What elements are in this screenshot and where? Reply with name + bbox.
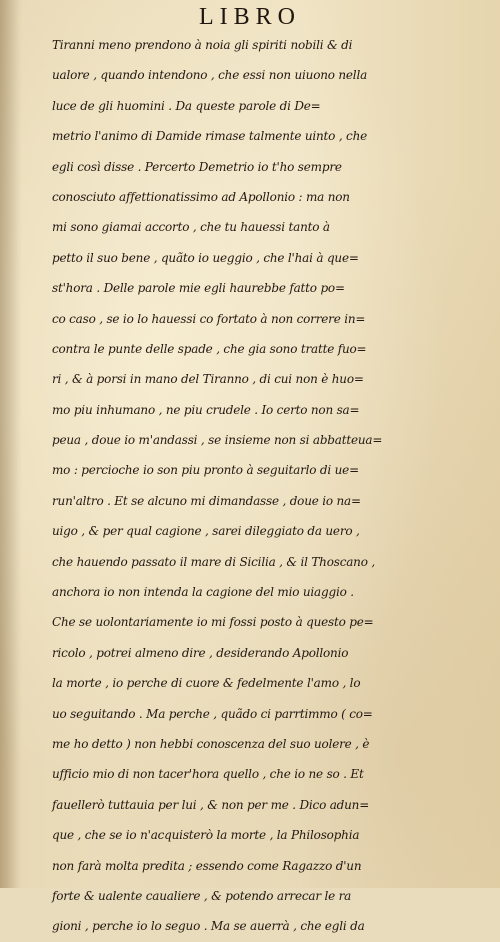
text-line: co caso , se io lo hauessi co fortato à non correre in= xyxy=(52,311,366,326)
running-head: LIBRO xyxy=(199,4,301,30)
text-line: run'altro . Et se alcuno mi dimandasse , doue io na= xyxy=(52,493,361,508)
text-line: ricolo , potrei almeno dire , desiderando Apollonio xyxy=(52,645,349,660)
text-line: conosciuto affettionatissimo ad Apollonio : ma non xyxy=(52,189,350,204)
text-line: la morte , io perche di cuore & fedelmente l'amo , lo xyxy=(52,676,361,691)
text-line: me ho detto ) non hebbi conoscenza del suo uolere , è xyxy=(52,736,370,751)
text-line: que , che se io n'acquisterò la morte , la Philosophia xyxy=(52,828,360,843)
text-line: ufficio mio di non tacer'hora quello , che io ne so . Et xyxy=(52,767,364,782)
text-line: che hauendo passato il mare di Sicilia , & il Thoscano , xyxy=(52,554,375,569)
body-text xyxy=(52,30,462,942)
text-line: fauellerò tuttauia per lui , & non per me . Dico adun= xyxy=(52,797,370,812)
text-line: petto il suo bene , quãto io ueggio , che l'hai à que= xyxy=(52,250,359,265)
text-line: gioni , perche io lo seguo . Ma se auerrà , che egli da xyxy=(52,919,365,934)
gutter-shadow xyxy=(0,0,22,888)
text-line: contra le punte delle spade , che gia sono tratte fuo= xyxy=(52,341,367,356)
text-line: Che se uolontariamente io mi fossi posto à questo pe= xyxy=(52,615,374,630)
text-line: mo : percioche io son piu pronto à seguitarlo di ue= xyxy=(52,463,359,478)
text-line: non farà molta predita ; essendo come Ragazzo d'un xyxy=(52,858,362,873)
text-line: luce de gli huomini . Da queste parole di De= xyxy=(52,98,321,113)
text-line: metrio l'animo di Damide rimase talmente uinto , che xyxy=(52,129,367,144)
text-line: ri , & à porsi in mano del Tiranno , di cui non è huo= xyxy=(52,372,364,387)
text-line: peua , doue io m'andassi , se insieme non si abbatteua= xyxy=(52,433,383,448)
text-line: egli così disse . Percerto Demetrio io t'ho sempre xyxy=(52,159,342,174)
text-line: mo piu inhumano , ne piu crudele . Io certo non sa= xyxy=(52,402,360,417)
text-line: uigo , & per qual cagione , sarei dileggiato da uero , xyxy=(52,524,360,539)
text-line: st'hora . Delle parole mie egli haurebbe fatto po= xyxy=(52,281,345,296)
text-line: uo seguitando . Ma perche , quãdo ci parrtimmo ( co= xyxy=(52,706,373,721)
text-line: Tiranni meno prendono à noia gli spiriti nobili & di xyxy=(52,38,353,52)
text-line: anchora io non intenda la cagione del mio uiaggio . xyxy=(52,585,354,600)
text-line: mi sono giamai accorto , che tu hauessi tanto à xyxy=(52,220,330,235)
text-line: ualore , quando intendono , che essi non uiuono nella xyxy=(52,68,368,83)
text-line: forte & ualente caualiere , & potendo arrecar le ra xyxy=(52,888,352,903)
